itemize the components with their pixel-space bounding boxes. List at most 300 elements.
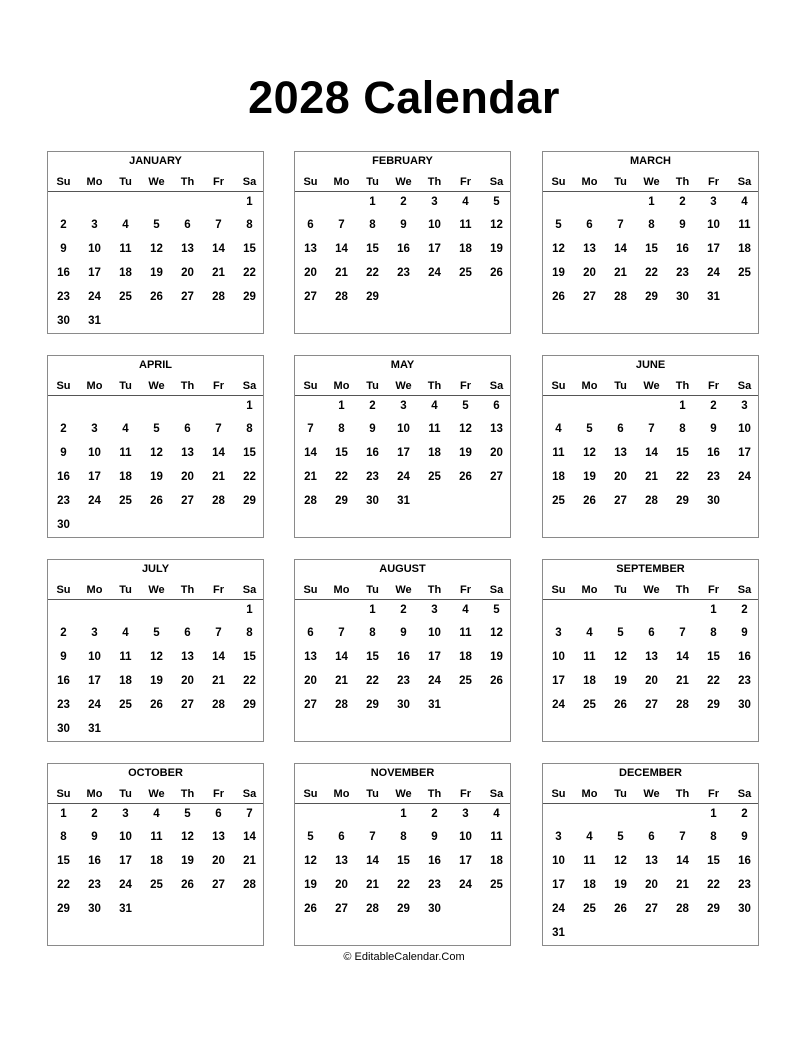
day-cell: 22 bbox=[335, 471, 348, 483]
day-cell: 26 bbox=[490, 267, 503, 279]
day-cell: 5 bbox=[153, 219, 160, 231]
day-cell: 16 bbox=[707, 447, 720, 459]
day-cell: 16 bbox=[366, 447, 379, 459]
day-cell: 26 bbox=[552, 291, 565, 303]
month-name: MARCH bbox=[630, 155, 671, 167]
day-cell: 2 bbox=[400, 604, 407, 616]
day-cell: 28 bbox=[676, 699, 689, 711]
day-cell: 19 bbox=[150, 471, 163, 483]
day-cell: 18 bbox=[738, 243, 751, 255]
day-cell: 21 bbox=[335, 267, 348, 279]
day-cell: 9 bbox=[400, 627, 407, 639]
weekday-header bbox=[295, 176, 510, 192]
day-cell: 13 bbox=[490, 423, 503, 435]
day-cell: 7 bbox=[338, 219, 345, 231]
day-cell: 21 bbox=[676, 675, 689, 687]
day-cell: 19 bbox=[150, 675, 163, 687]
weekday-label: Mo bbox=[86, 584, 103, 596]
day-cell: 2 bbox=[741, 808, 748, 820]
day-cell: 28 bbox=[645, 495, 658, 507]
day-cell: 9 bbox=[60, 651, 67, 663]
day-cell: 6 bbox=[648, 627, 655, 639]
weekday-label: Fr bbox=[213, 380, 224, 392]
weekday-header bbox=[48, 176, 263, 192]
weekday-label: Fr bbox=[460, 788, 471, 800]
weekday-label: Fr bbox=[213, 788, 224, 800]
weekday-label: Tu bbox=[366, 788, 379, 800]
weekday-label: Su bbox=[551, 788, 566, 800]
day-cell: 12 bbox=[459, 423, 472, 435]
day-cell: 26 bbox=[150, 699, 163, 711]
day-cell: 15 bbox=[397, 855, 410, 867]
day-cell: 22 bbox=[645, 267, 658, 279]
month-name: OCTOBER bbox=[128, 767, 183, 779]
month-february bbox=[294, 151, 511, 334]
day-cell: 7 bbox=[215, 423, 222, 435]
day-cell: 3 bbox=[122, 808, 129, 820]
month-name: JUNE bbox=[635, 359, 666, 371]
day-cell: 5 bbox=[617, 831, 624, 843]
day-cell: 23 bbox=[57, 291, 70, 303]
day-cell: 24 bbox=[459, 879, 472, 891]
day-cell: 27 bbox=[583, 291, 596, 303]
weekday-label: We bbox=[395, 176, 412, 188]
month-may bbox=[294, 355, 511, 538]
day-cell: 15 bbox=[243, 243, 256, 255]
day-cell: 24 bbox=[428, 267, 441, 279]
day-cell: 11 bbox=[119, 651, 132, 663]
day-cell: 6 bbox=[184, 627, 191, 639]
day-cell: 21 bbox=[243, 855, 256, 867]
day-cell: 4 bbox=[431, 400, 438, 412]
day-cell: 22 bbox=[366, 675, 379, 687]
day-cell: 9 bbox=[400, 219, 407, 231]
day-cell: 8 bbox=[369, 627, 376, 639]
month-name: MAY bbox=[390, 359, 415, 371]
day-cell: 17 bbox=[397, 447, 410, 459]
day-cell: 17 bbox=[428, 651, 441, 663]
day-cell: 12 bbox=[490, 627, 503, 639]
day-cell: 5 bbox=[462, 400, 469, 412]
day-cell: 25 bbox=[490, 879, 503, 891]
day-cell: 4 bbox=[586, 627, 593, 639]
weekday-header bbox=[48, 788, 263, 804]
day-cell: 17 bbox=[552, 675, 565, 687]
day-cell: 23 bbox=[57, 495, 70, 507]
weekday-label: Mo bbox=[581, 380, 598, 392]
weekday-label: Th bbox=[427, 176, 442, 188]
day-cell: 4 bbox=[741, 196, 748, 208]
day-cell: 30 bbox=[676, 291, 689, 303]
day-cell: 2 bbox=[60, 219, 67, 231]
day-cell: 1 bbox=[679, 400, 686, 412]
day-cell: 19 bbox=[614, 675, 627, 687]
weekday-label: We bbox=[148, 788, 165, 800]
weekday-label: Su bbox=[56, 176, 71, 188]
day-cell: 29 bbox=[676, 495, 689, 507]
day-cell: 18 bbox=[150, 855, 163, 867]
day-cell: 30 bbox=[397, 699, 410, 711]
day-cell: 26 bbox=[181, 879, 194, 891]
day-cell: 20 bbox=[583, 267, 596, 279]
weekday-label: Sa bbox=[489, 176, 504, 188]
weekday-label: Su bbox=[303, 380, 318, 392]
day-cell: 28 bbox=[304, 495, 317, 507]
weekday-label: Fr bbox=[213, 584, 224, 596]
day-cell: 10 bbox=[88, 243, 101, 255]
day-cell: 31 bbox=[428, 699, 441, 711]
day-cell: 23 bbox=[428, 879, 441, 891]
day-cell: 12 bbox=[490, 219, 503, 231]
day-cell: 21 bbox=[304, 471, 317, 483]
day-cell: 8 bbox=[246, 219, 253, 231]
day-cell: 29 bbox=[366, 699, 379, 711]
day-cell: 11 bbox=[428, 423, 441, 435]
day-cell: 16 bbox=[397, 243, 410, 255]
weekday-label: Su bbox=[56, 788, 71, 800]
day-cell: 3 bbox=[400, 400, 407, 412]
month-name: APRIL bbox=[139, 359, 172, 371]
day-cell: 3 bbox=[555, 627, 562, 639]
day-cell: 27 bbox=[645, 903, 658, 915]
weekday-label: Th bbox=[180, 788, 195, 800]
day-cell: 23 bbox=[397, 267, 410, 279]
day-cell: 28 bbox=[212, 699, 225, 711]
day-cell: 3 bbox=[462, 808, 469, 820]
weekday-label: Sa bbox=[489, 380, 504, 392]
day-cell: 4 bbox=[586, 831, 593, 843]
day-cell: 23 bbox=[397, 675, 410, 687]
weekday-header bbox=[295, 584, 510, 600]
month-name: AUGUST bbox=[379, 563, 426, 575]
day-cell: 23 bbox=[57, 699, 70, 711]
day-cell: 18 bbox=[552, 471, 565, 483]
day-cell: 27 bbox=[335, 903, 348, 915]
day-cell: 12 bbox=[150, 243, 163, 255]
weekday-label: Sa bbox=[737, 176, 752, 188]
day-cell: 29 bbox=[645, 291, 658, 303]
day-cell: 9 bbox=[710, 423, 717, 435]
day-cell: 12 bbox=[614, 855, 627, 867]
weekday-label: Fr bbox=[708, 176, 719, 188]
month-july bbox=[47, 559, 264, 742]
day-cell: 22 bbox=[243, 675, 256, 687]
day-cell: 25 bbox=[552, 495, 565, 507]
day-cell: 17 bbox=[738, 447, 751, 459]
day-cell: 16 bbox=[676, 243, 689, 255]
month-name: JANUARY bbox=[129, 155, 182, 167]
day-cell: 19 bbox=[583, 471, 596, 483]
weekday-label: Th bbox=[180, 176, 195, 188]
day-cell: 8 bbox=[246, 423, 253, 435]
day-cell: 13 bbox=[645, 855, 658, 867]
weekday-header bbox=[543, 380, 758, 396]
day-cell: 3 bbox=[91, 219, 98, 231]
day-cell: 26 bbox=[150, 495, 163, 507]
day-cell: 8 bbox=[60, 831, 67, 843]
day-cell: 6 bbox=[617, 423, 624, 435]
weekday-label: Mo bbox=[581, 788, 598, 800]
day-cell: 6 bbox=[586, 219, 593, 231]
day-cell: 3 bbox=[710, 196, 717, 208]
day-cell: 17 bbox=[707, 243, 720, 255]
weekday-label: Tu bbox=[119, 788, 132, 800]
day-cell: 13 bbox=[181, 651, 194, 663]
day-cell: 18 bbox=[119, 471, 132, 483]
day-cell: 27 bbox=[304, 291, 317, 303]
weekday-label: Mo bbox=[333, 176, 350, 188]
day-cell: 30 bbox=[57, 315, 70, 327]
day-cell: 10 bbox=[88, 651, 101, 663]
day-cell: 21 bbox=[212, 675, 225, 687]
day-cell: 12 bbox=[150, 447, 163, 459]
day-cell: 7 bbox=[679, 627, 686, 639]
day-cell: 8 bbox=[369, 219, 376, 231]
weekday-label: Su bbox=[551, 380, 566, 392]
day-cell: 7 bbox=[369, 831, 376, 843]
day-cell: 7 bbox=[215, 627, 222, 639]
day-cell: 23 bbox=[707, 471, 720, 483]
day-cell: 11 bbox=[552, 447, 565, 459]
day-cell: 29 bbox=[243, 699, 256, 711]
day-cell: 14 bbox=[212, 651, 225, 663]
day-cell: 14 bbox=[366, 855, 379, 867]
day-cell: 11 bbox=[459, 627, 472, 639]
day-cell: 28 bbox=[212, 291, 225, 303]
day-cell: 1 bbox=[710, 604, 717, 616]
day-cell: 22 bbox=[243, 471, 256, 483]
day-cell: 2 bbox=[431, 808, 438, 820]
day-cell: 24 bbox=[119, 879, 132, 891]
weekday-label: Th bbox=[427, 380, 442, 392]
day-cell: 26 bbox=[459, 471, 472, 483]
day-cell: 21 bbox=[212, 267, 225, 279]
day-cell: 27 bbox=[181, 495, 194, 507]
day-cell: 30 bbox=[57, 723, 70, 735]
weekday-label: Th bbox=[427, 584, 442, 596]
day-cell: 5 bbox=[617, 627, 624, 639]
day-cell: 27 bbox=[490, 471, 503, 483]
day-cell: 7 bbox=[246, 808, 253, 820]
day-cell: 2 bbox=[60, 423, 67, 435]
day-cell: 5 bbox=[307, 831, 314, 843]
day-cell: 8 bbox=[400, 831, 407, 843]
day-cell: 20 bbox=[490, 447, 503, 459]
day-cell: 31 bbox=[552, 927, 565, 939]
weekday-label: We bbox=[643, 380, 660, 392]
day-cell: 6 bbox=[184, 219, 191, 231]
day-cell: 25 bbox=[428, 471, 441, 483]
day-cell: 10 bbox=[552, 651, 565, 663]
day-cell: 19 bbox=[614, 879, 627, 891]
day-cell: 17 bbox=[459, 855, 472, 867]
day-cell: 15 bbox=[57, 855, 70, 867]
day-cell: 19 bbox=[150, 267, 163, 279]
day-cell: 6 bbox=[215, 808, 222, 820]
weekday-label: Mo bbox=[333, 788, 350, 800]
day-cell: 30 bbox=[738, 699, 751, 711]
day-cell: 21 bbox=[676, 879, 689, 891]
day-cell: 31 bbox=[397, 495, 410, 507]
day-cell: 17 bbox=[88, 675, 101, 687]
day-cell: 31 bbox=[88, 315, 101, 327]
day-cell: 4 bbox=[555, 423, 562, 435]
day-cell: 10 bbox=[552, 855, 565, 867]
day-cell: 21 bbox=[212, 471, 225, 483]
weekday-header bbox=[543, 584, 758, 600]
day-cell: 15 bbox=[243, 651, 256, 663]
day-cell: 24 bbox=[88, 495, 101, 507]
day-cell: 10 bbox=[397, 423, 410, 435]
day-cell: 30 bbox=[428, 903, 441, 915]
day-cell: 25 bbox=[119, 291, 132, 303]
day-cell: 28 bbox=[614, 291, 627, 303]
weekday-label: Mo bbox=[333, 584, 350, 596]
day-cell: 17 bbox=[428, 243, 441, 255]
day-cell: 20 bbox=[335, 879, 348, 891]
day-cell: 10 bbox=[88, 447, 101, 459]
month-august bbox=[294, 559, 511, 742]
day-cell: 15 bbox=[243, 447, 256, 459]
weekday-label: Su bbox=[56, 380, 71, 392]
weekday-label: We bbox=[148, 584, 165, 596]
day-cell: 6 bbox=[648, 831, 655, 843]
weekday-label: Fr bbox=[708, 584, 719, 596]
day-cell: 28 bbox=[212, 495, 225, 507]
weekday-label: Su bbox=[551, 176, 566, 188]
day-cell: 9 bbox=[679, 219, 686, 231]
day-cell: 29 bbox=[707, 699, 720, 711]
day-cell: 20 bbox=[212, 855, 225, 867]
day-cell: 2 bbox=[369, 400, 376, 412]
day-cell: 13 bbox=[304, 651, 317, 663]
day-cell: 15 bbox=[366, 651, 379, 663]
day-cell: 19 bbox=[490, 651, 503, 663]
weekday-label: Tu bbox=[119, 176, 132, 188]
weekday-label: Th bbox=[180, 380, 195, 392]
day-cell: 24 bbox=[707, 267, 720, 279]
day-cell: 5 bbox=[153, 423, 160, 435]
day-cell: 16 bbox=[428, 855, 441, 867]
day-cell: 2 bbox=[710, 400, 717, 412]
day-cell: 20 bbox=[181, 675, 194, 687]
day-cell: 3 bbox=[431, 196, 438, 208]
day-cell: 10 bbox=[428, 219, 441, 231]
day-cell: 28 bbox=[335, 291, 348, 303]
day-cell: 5 bbox=[153, 627, 160, 639]
day-cell: 23 bbox=[738, 675, 751, 687]
month-september bbox=[542, 559, 759, 742]
day-cell: 9 bbox=[369, 423, 376, 435]
day-cell: 23 bbox=[738, 879, 751, 891]
weekday-label: Sa bbox=[489, 788, 504, 800]
day-cell: 2 bbox=[400, 196, 407, 208]
day-cell: 28 bbox=[335, 699, 348, 711]
day-cell: 31 bbox=[88, 723, 101, 735]
day-cell: 7 bbox=[338, 627, 345, 639]
day-cell: 11 bbox=[119, 243, 132, 255]
day-cell: 1 bbox=[246, 400, 253, 412]
weekday-header bbox=[48, 380, 263, 396]
day-cell: 12 bbox=[552, 243, 565, 255]
day-cell: 23 bbox=[88, 879, 101, 891]
day-cell: 1 bbox=[338, 400, 345, 412]
day-cell: 9 bbox=[741, 627, 748, 639]
day-cell: 22 bbox=[243, 267, 256, 279]
day-cell: 17 bbox=[552, 879, 565, 891]
weekday-header bbox=[543, 788, 758, 804]
page-title: 2028 Calendar bbox=[248, 72, 560, 123]
month-january bbox=[47, 151, 264, 334]
day-cell: 7 bbox=[679, 831, 686, 843]
weekday-label: Mo bbox=[581, 176, 598, 188]
month-name: SEPTEMBER bbox=[616, 563, 685, 575]
day-cell: 4 bbox=[122, 627, 129, 639]
weekday-header bbox=[295, 380, 510, 396]
day-cell: 1 bbox=[648, 196, 655, 208]
day-cell: 27 bbox=[645, 699, 658, 711]
weekday-label: Mo bbox=[86, 788, 103, 800]
weekday-label: We bbox=[643, 176, 660, 188]
day-cell: 31 bbox=[707, 291, 720, 303]
weekday-label: Su bbox=[303, 788, 318, 800]
day-cell: 17 bbox=[88, 267, 101, 279]
weekday-label: Mo bbox=[581, 584, 598, 596]
weekday-label: Sa bbox=[489, 584, 504, 596]
day-cell: 13 bbox=[304, 243, 317, 255]
day-cell: 1 bbox=[710, 808, 717, 820]
day-cell: 9 bbox=[741, 831, 748, 843]
day-cell: 8 bbox=[679, 423, 686, 435]
day-cell: 11 bbox=[119, 447, 132, 459]
day-cell: 26 bbox=[150, 291, 163, 303]
day-cell: 30 bbox=[366, 495, 379, 507]
day-cell: 9 bbox=[60, 447, 67, 459]
day-cell: 21 bbox=[366, 879, 379, 891]
weekday-label: Th bbox=[675, 380, 690, 392]
day-cell: 14 bbox=[614, 243, 627, 255]
day-cell: 29 bbox=[397, 903, 410, 915]
weekday-label: Mo bbox=[333, 380, 350, 392]
day-cell: 6 bbox=[493, 400, 500, 412]
weekday-label: We bbox=[643, 584, 660, 596]
day-cell: 16 bbox=[88, 855, 101, 867]
weekday-label: Sa bbox=[737, 584, 752, 596]
day-cell: 5 bbox=[586, 423, 593, 435]
day-cell: 19 bbox=[552, 267, 565, 279]
day-cell: 18 bbox=[428, 447, 441, 459]
day-cell: 2 bbox=[741, 604, 748, 616]
day-cell: 27 bbox=[181, 291, 194, 303]
day-cell: 18 bbox=[459, 243, 472, 255]
weekday-label: Sa bbox=[242, 584, 257, 596]
day-cell: 21 bbox=[614, 267, 627, 279]
day-cell: 13 bbox=[212, 831, 225, 843]
month-october bbox=[47, 763, 264, 946]
day-cell: 20 bbox=[645, 879, 658, 891]
day-cell: 4 bbox=[122, 219, 129, 231]
weekday-label: Fr bbox=[460, 584, 471, 596]
day-cell: 8 bbox=[338, 423, 345, 435]
day-cell: 25 bbox=[459, 675, 472, 687]
day-cell: 18 bbox=[490, 855, 503, 867]
day-cell: 5 bbox=[493, 196, 500, 208]
day-cell: 22 bbox=[397, 879, 410, 891]
day-cell: 20 bbox=[181, 471, 194, 483]
day-cell: 1 bbox=[246, 604, 253, 616]
weekday-label: We bbox=[148, 176, 165, 188]
day-cell: 25 bbox=[738, 267, 751, 279]
